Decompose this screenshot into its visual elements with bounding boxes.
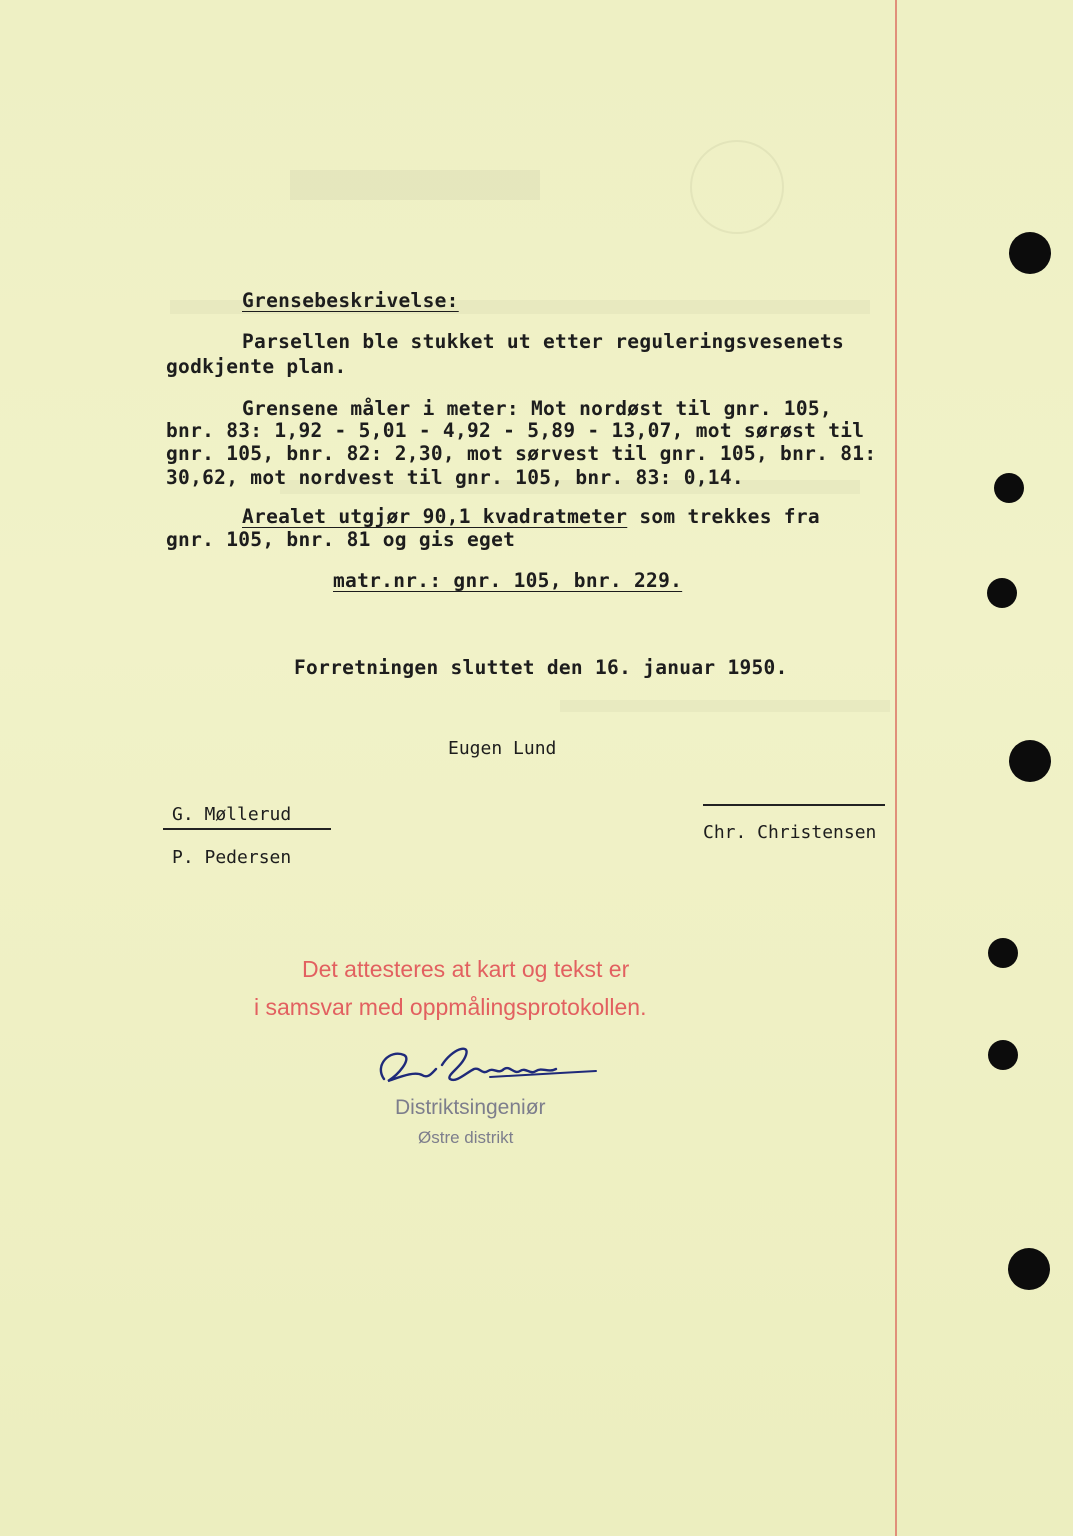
signature-p-pedersen: P. Pedersen (172, 847, 292, 868)
punch-hole (1008, 1248, 1050, 1290)
measurement-line: gnr. 105, bnr. 82: 2,30, mot sørvest til gnr. 105, bnr. 81: (166, 442, 877, 465)
punch-hole (1009, 232, 1051, 274)
intro-line: Parsellen ble stukket ut etter reguleringsvesenets (242, 330, 844, 353)
signature-line-left (163, 828, 331, 830)
area-underlined-text: Arealet utgjør 90,1 kvadratmeter (242, 505, 628, 528)
punch-hole (994, 473, 1024, 503)
area-rest-text: som trekkes fra (627, 505, 820, 528)
stamp-line-2: i samsvar med oppmålingsprotokollen. (254, 994, 647, 1020)
punch-hole (988, 1040, 1018, 1070)
stamp-title: Distriktsingeniør (395, 1096, 546, 1119)
signature-g-mollerud: G. Møllerud (172, 804, 292, 825)
area-line-2: gnr. 105, bnr. 81 og gis eget (166, 528, 516, 551)
closing-line: Forretningen sluttet den 16. januar 1950. (294, 656, 788, 679)
red-margin-line (895, 0, 897, 1536)
signature-line-right (703, 804, 885, 806)
handwritten-signature (370, 1035, 610, 1095)
bleed-through-decoration (560, 700, 890, 712)
punch-hole (988, 938, 1018, 968)
matr-number: matr.nr.: gnr. 105, bnr. 229. (333, 569, 683, 592)
stamp-line-1: Det attesteres at kart og tekst er (302, 956, 630, 982)
intro-line: godkjente plan. (166, 355, 347, 378)
measurement-line: Grensene måler i meter: Mot nordøst til gnr. 105, (242, 397, 832, 420)
section-heading: Grensebeskrivelse: (242, 289, 459, 312)
measurement-line: bnr. 83: 1,92 - 5,01 - 4,92 - 5,89 - 13,07, mot sørøst til (166, 419, 865, 442)
punch-hole (1009, 740, 1051, 782)
bleed-through-decoration (690, 140, 784, 234)
bleed-through-decoration (290, 170, 540, 200)
measurement-line: 30,62, mot nordvest til gnr. 105, bnr. 83: 0,14. (166, 466, 744, 489)
signature-chr-christensen: Chr. Christensen (703, 822, 877, 843)
stamp-district: Østre distrikt (418, 1128, 514, 1147)
punch-hole (987, 578, 1017, 608)
area-line (242, 505, 820, 528)
signature-eugen-lund: Eugen Lund (448, 738, 557, 759)
